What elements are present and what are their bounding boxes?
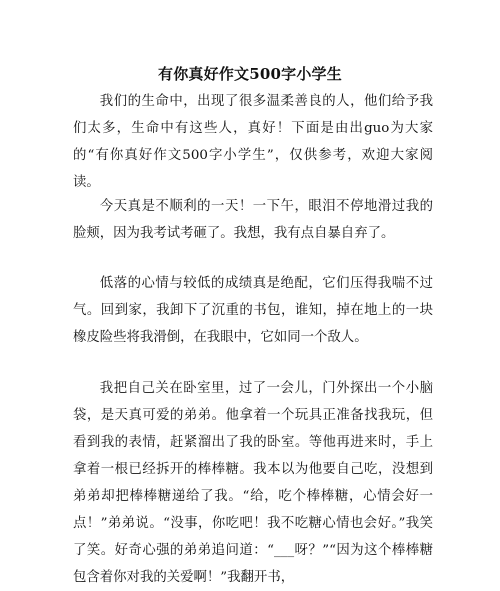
paragraph-coming-home: 低落的心情与较低的成绩真是绝配，它们压得我喘不过气。回到家，我卸下了沉重的书包，谁知，掉在地上的一块橡皮险些将我滑倒，在我眼中，它如同一个敌人。: [73, 276, 433, 345]
paragraph-intro: 我们的生命中，出现了很多温柔善良的人，他们给予我们太多，生命中有这些人，真好！下面是由出guo为大家的“有你真好作文500字小学生”，仅供参考，欢迎大家阅读。: [73, 94, 433, 190]
document-title: 有你真好作文500字小学生: [158, 65, 342, 83]
paragraph-brother-candy: 我把自己关在卧室里，过了一会儿，门外探出一个小脑袋，是天真可爱的弟弟。他拿着一个玩具正准备找我玩，但看到我的表情，赶紧溜出了我的卧室。等他再进来时，手上拿着一根已经拆开的棒棒糖。我本以为他要自己吃，没想到弟弟却把棒棒糖递给了我。“给，吃个棒棒糖，心情会好一点！”弟弟说。“没事，你吃吧！我不吃糖心情也会好。”我笑了笑。好奇心强的弟弟追问道：“___呀？”“因为这个棒棒糖包含着你对我的关爱啊！”我翻开书，: [73, 381, 433, 585]
paragraph-bad-day: 今天真是不顺利的一天！一下午，眼泪不停地滑过我的脸颊，因为我考试考砸了。我想，我有点自暴自弃了。: [73, 199, 433, 241]
